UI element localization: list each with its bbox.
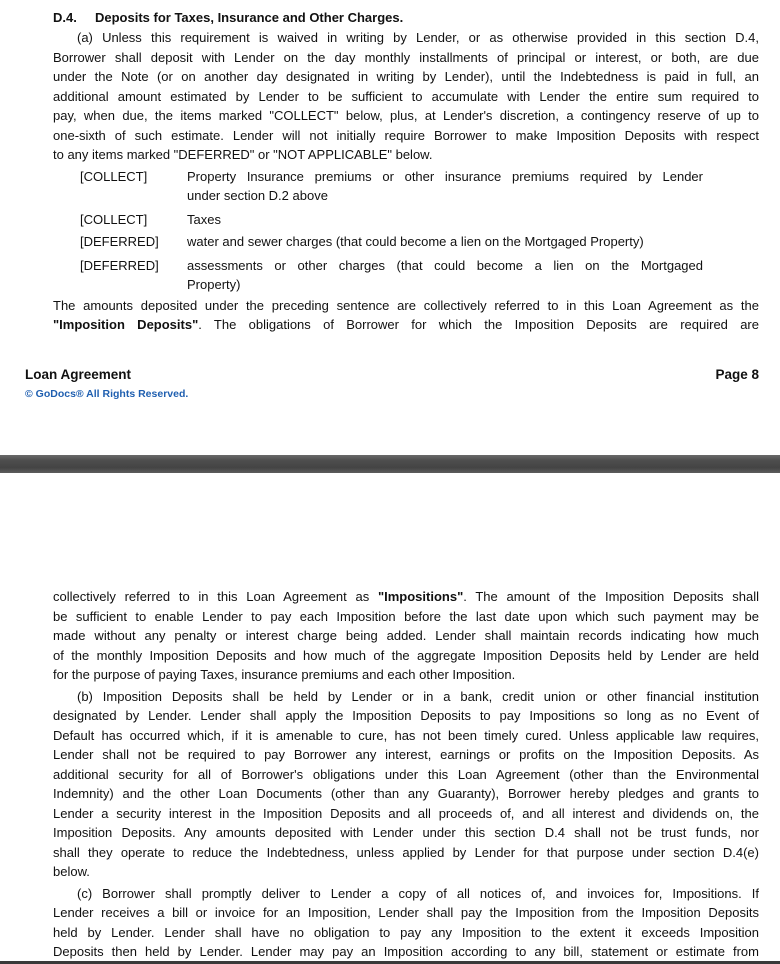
item-status-tag: [DEFERRED] [80,257,159,273]
paragraph-text: . The amount of the Imposition Deposits shall [463,589,759,604]
defined-term: "Imposition Deposits" [53,317,199,332]
list-item [53,232,759,252]
paragraph-line [53,587,759,607]
paragraph-line: Lender receives a bill or invoice for an Imposition, Lender shall pay the Imposition from the Imposition Deposits [53,905,759,920]
document-page-top [0,0,780,455]
paragraph-line: Lender a security interest in the Imposition Deposits and all proceeds of, and all interest and dividends on, the [53,805,759,821]
footer-page-number: Page 8 [715,367,759,382]
paragraph-line: The amounts deposited under the preceding sentence are collectively referred to in this Loan Agreement as the [53,297,759,313]
item-status-tag: [COLLECT] [80,168,148,184]
paragraph-a [53,28,759,165]
paragraph-continuation [53,587,759,685]
paragraph-line: Default has occurred which, if it is amenable to cure, has not been timely cured. Unless applicable law requires, [53,727,759,743]
page-separator [0,455,780,473]
paragraph-line: additional amount estimated by Lender to be sufficient to accumulate with Lender the entire sum required to [53,88,759,104]
paragraph-line: held by Lender. Lender shall have no obligation to pay any Imposition to the extent it exceeds Imposition [53,924,759,940]
paragraph-line: Borrower shall deposit with Lender on the day monthly installments of principal or interest, or both, are due [53,49,759,65]
paragraph-text: collectively referred to in this Loan Agreement as [53,589,378,604]
item-description: Taxes [187,211,221,227]
paragraph-impositions-definition [53,296,759,335]
list-item [53,167,759,187]
paragraph-line: pay, when due, the items marked "COLLECT" below, plus, at Lender's discretion, a contingency reserve of up to [53,108,759,123]
paragraph-line: (b) Imposition Deposits shall be held by Lender or in a bank, credit union or other financial institution [77,688,759,704]
section-number: D.4. [53,10,77,25]
section-title: Deposits for Taxes, Insurance and Other Charges. [95,10,404,25]
paragraph-line: under the Note (or on another day designated in writing by Lender), until the Indebtedness is paid in full, an [53,69,759,84]
section-d4-continued [53,587,759,962]
item-description: Property) [187,277,241,292]
document-page-bottom [0,473,780,964]
paragraph-line: Indemnity) and the other Loan Documents (other than any Guaranty), Borrower hereby pledges and grants to [53,786,759,801]
item-description: water and sewer charges (that could become a lien on the Mortgaged Property) [187,234,644,249]
paragraph-line: designated by Lender. Lender shall apply the Imposition Deposits to pay Impositions so long as no Event of [53,708,759,723]
item-status-tag: [DEFERRED] [80,234,159,249]
paragraph-c [53,884,759,962]
paragraph-line: additional security for all of Borrower's obligations under this Loan Agreement (other than the Environmental [53,766,759,782]
imposition-items-list [53,167,759,295]
paragraph-line: one-sixth of such estimate. Lender will not initially require Borrower to make Imposition Deposits with respect [53,127,759,143]
item-description: Property Insurance premiums or other insurance premiums required by Lender [187,168,703,184]
page-footer [25,365,188,403]
list-item [53,256,759,276]
paragraph-line: Deposits then held by Lender. Lender may pay an Imposition according to any bill, statement or estimate from [53,944,759,959]
item-description: under section D.2 above [187,188,328,203]
paragraph-line: of the monthly Imposition Deposits and how much of the aggregate Imposition Deposits held by Lender are held [53,647,759,663]
item-status-tag: [COLLECT] [80,211,148,227]
paragraph-line: (c) Borrower shall promptly deliver to Lender a copy of all notices of, and invoices for, Impositions. If [77,885,759,901]
list-item-continuation [53,275,759,295]
section-d4-body [53,8,759,335]
paragraph-b [53,687,759,882]
footer-copyright: © GoDocs® All Rights Reserved. [25,388,189,400]
paragraph-line: made without any penalty or interest charge being added. Lender shall maintain records indicating how much [53,628,759,643]
paragraph-text: . The obligations of Borrower for which the Imposition Deposits are required are [198,317,759,332]
paragraph-line: Imposition Deposits. Any amounts deposited with Lender under this section D.4 shall not be trust funds, nor [53,825,759,840]
footer-document-title: Loan Agreement [25,367,132,382]
paragraph-line: below. [53,864,90,879]
paragraph-line: (a) Unless this requirement is waived in writing by Lender, or as otherwise provided in this section D.4, [77,30,759,45]
paragraph-line: for the purpose of paying Taxes, insurance premiums and each other Imposition. [53,667,516,682]
paragraph-line: Lender shall not be required to pay Borrower any interest, earnings or profits on the Imposition Deposits. As [53,747,759,762]
item-description: assessments or other charges (that could become a lien on the Mortgaged [187,257,703,273]
list-item-continuation [53,186,759,206]
section-heading [53,8,759,28]
list-item [53,210,759,230]
paragraph-line [53,315,759,335]
defined-term: "Impositions" [377,589,464,604]
paragraph-line: shall they operate to reduce the Indebtedness, unless applied by Lender for that purpose under section D.4(e) [53,844,759,860]
paragraph-line: to any items marked "DEFERRED" or "NOT APPLICABLE" below. [53,147,433,162]
paragraph-line: be sufficient to enable Lender to pay each Imposition before the last date upon which such payment may be [53,608,759,624]
